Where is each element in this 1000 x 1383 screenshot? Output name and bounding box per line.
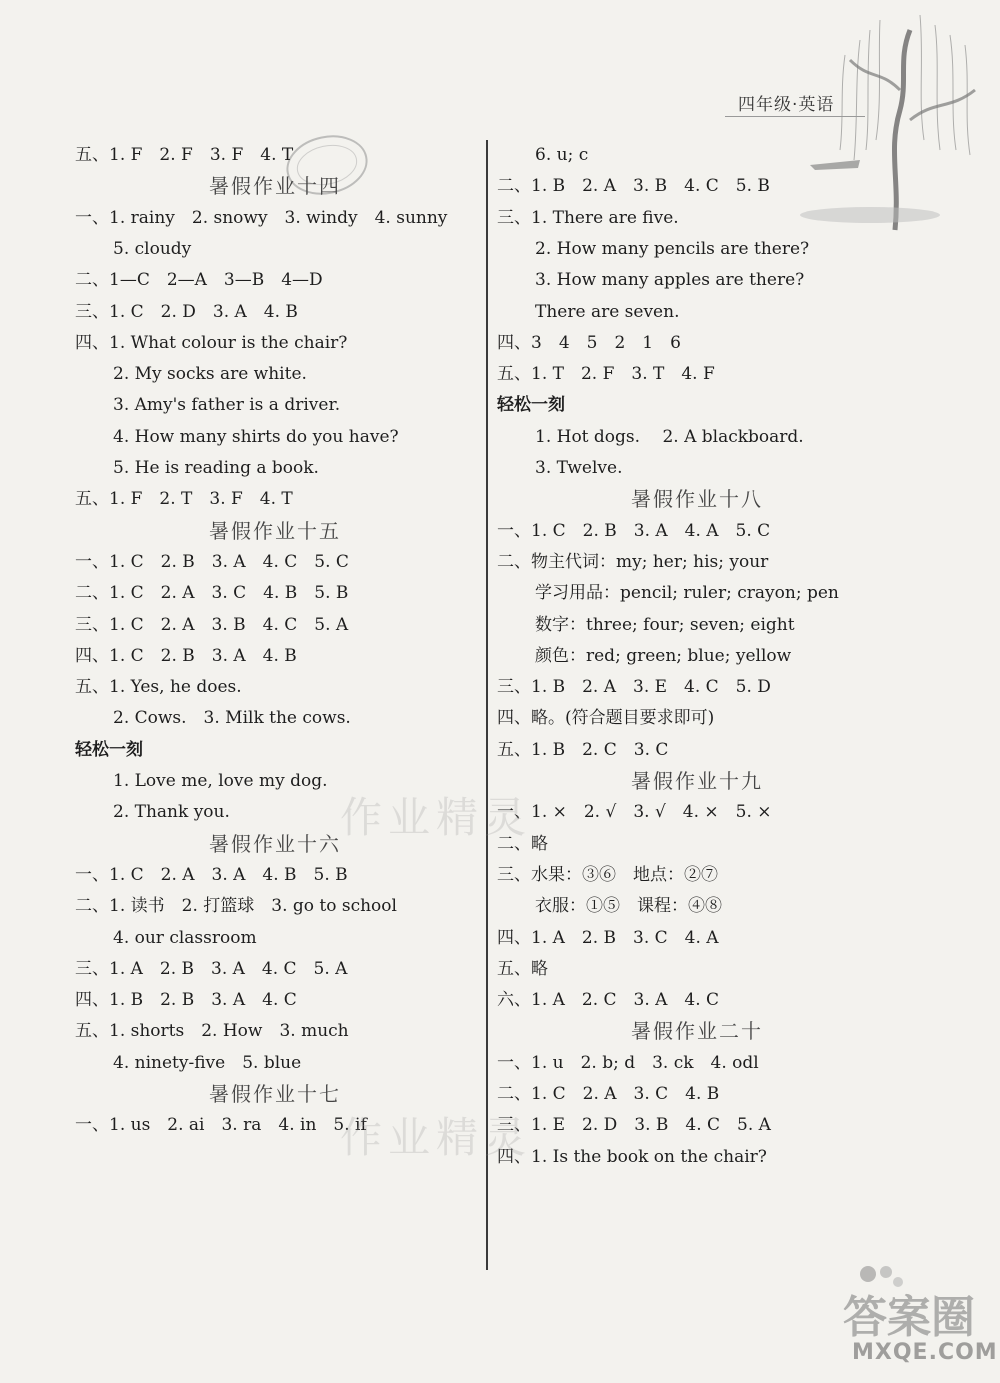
answer-line: 5. cloudy <box>113 238 192 259</box>
section-heading: 暑假作业十四 <box>209 174 341 199</box>
answer-line: 一、1. rainy 2. snowy 3. windy 4. sunny <box>75 207 448 228</box>
answer-line: 轻松一刻 <box>497 395 565 416</box>
answer-line: 2. Cows. 3. Milk the cows. <box>113 708 351 729</box>
answer-line: 六、1. A 2. C 3. A 4. C <box>497 990 720 1011</box>
answer-line: 一、1. × 2. √ 3. √ 4. × 5. × <box>497 802 772 823</box>
answer-line: 1. Love me, love my dog. <box>113 771 328 791</box>
site-logo-icon <box>838 1262 988 1342</box>
ink-tree-illustration <box>800 0 1000 240</box>
answer-line: 三、1. A 2. B 3. A 4. C 5. A <box>75 958 348 979</box>
section-heading: 暑假作业十五 <box>209 518 341 543</box>
answer-line: 2. Thank you. <box>113 802 230 823</box>
answer-line: 三、1. C 2. A 3. B 4. C 5. A <box>75 614 349 635</box>
section-heading: 暑假作业十九 <box>631 769 763 793</box>
answer-line: 2. How many pencils are there? <box>535 238 810 259</box>
answer-line: 2. My socks are white. <box>113 364 307 385</box>
answer-line: 二、1. 读书 2. 打篮球 3. go to school <box>75 896 397 917</box>
answer-line: 二、1. C 2. A 3. C 4. B <box>497 1084 720 1104</box>
answer-line: 五、略 <box>497 958 548 979</box>
answer-line: 四、3 4 5 2 1 6 <box>497 332 681 353</box>
watermark: 作业精灵 <box>340 1113 533 1162</box>
answer-line: 轻松一刻 <box>75 739 143 760</box>
answer-line: 1. Hot dogs. 2. A blackboard. <box>535 426 804 447</box>
section-heading: 暑假作业二十 <box>631 1019 763 1044</box>
answer-line: 6. u; c <box>535 145 589 165</box>
answer-line: 三、1. There are five. <box>497 207 679 228</box>
answer-line: There are seven. <box>535 301 680 322</box>
answer-line: 四、1. Is the book on the chair? <box>497 1146 767 1167</box>
answer-line: 五、1. B 2. C 3. C <box>497 739 669 760</box>
answer-line: 二、物主代词：my; her; his; your <box>497 551 769 572</box>
answer-line: 4. How many shirts do you have? <box>113 426 399 447</box>
answer-line: 二、1. C 2. A 3. C 4. B 5. B <box>75 583 349 604</box>
answer-line: 四、1. B 2. B 3. A 4. C <box>75 990 297 1011</box>
logo-text: 答案圈 <box>843 1292 975 1342</box>
answer-line: 一、1. u 2. b; d 3. ck 4. odl <box>497 1052 759 1073</box>
answer-line: 一、1. us 2. ai 3. ra 4. in 5. if <box>75 1115 367 1136</box>
answer-line: 五、1. shorts 2. How 3. much <box>75 1021 349 1042</box>
answer-line: 颜色：red; green; blue; yellow <box>535 645 792 666</box>
answer-line: 四、1. A 2. B 3. C 4. A <box>497 927 719 948</box>
page-header-label: 四年级·英语 <box>738 95 835 115</box>
answer-line: 四、1. C 2. B 3. A 4. B <box>75 645 297 666</box>
answer-line: 3. How many apples are there? <box>535 270 805 291</box>
answer-line: 三、1. B 2. A 3. E 4. C 5. D <box>497 677 771 698</box>
answer-line: 一、1. C 2. A 3. A 4. B 5. B <box>75 864 348 885</box>
answer-line: 五、1. F 2. F 3. F 4. T <box>75 145 294 165</box>
answer-line: 3. Twelve. <box>535 458 623 478</box>
answer-line: 二、略 <box>497 833 548 854</box>
answer-line: 3. Amy's father is a driver. <box>113 395 341 416</box>
answer-line: 五、1. Yes, he does. <box>75 677 242 698</box>
answer-line: 五、1. F 2. T 3. F 4. T <box>75 489 293 510</box>
section-heading: 暑假作业十六 <box>209 831 341 856</box>
answer-line: 三、1. E 2. D 3. B 4. C 5. A <box>497 1115 771 1136</box>
answer-line: 二、1—C 2—A 3—B 4—D <box>75 270 323 291</box>
answer-line: 4. ninety-five 5. blue <box>113 1052 302 1073</box>
answer-line: 一、1. C 2. B 3. A 4. A 5. C <box>497 520 771 541</box>
watermark: 作业精灵 <box>340 793 533 842</box>
answer-line: 衣服：①⑤ 课程：④⑧ <box>535 896 722 917</box>
answer-line: 学习用品：pencil; ruler; crayon; pen <box>535 583 839 604</box>
section-heading: 暑假作业十八 <box>631 487 763 512</box>
answer-line: 一、1. C 2. B 3. A 4. C 5. C <box>75 551 349 572</box>
answer-line: 数字：three; four; seven; eight <box>535 614 795 635</box>
section-heading: 暑假作业十七 <box>209 1082 341 1106</box>
answer-line: 5. He is reading a book. <box>113 458 319 478</box>
answer-line: 三、1. C 2. D 3. A 4. B <box>75 301 298 322</box>
answer-line: 四、略。(符合题目要求即可) <box>497 708 715 729</box>
site-url: MXQE.COM <box>852 1340 998 1365</box>
answer-line: 五、1. T 2. F 3. T 4. F <box>497 364 715 385</box>
answer-line: 四、1. What colour is the chair? <box>75 332 348 353</box>
answer-line: 二、1. B 2. A 3. B 4. C 5. B <box>497 176 770 197</box>
column-divider <box>486 140 488 1270</box>
answer-line: 三、水果：③⑥ 地点：②⑦ <box>497 864 718 885</box>
header-rule <box>725 116 865 117</box>
answer-line: 4. our classroom <box>113 927 257 948</box>
